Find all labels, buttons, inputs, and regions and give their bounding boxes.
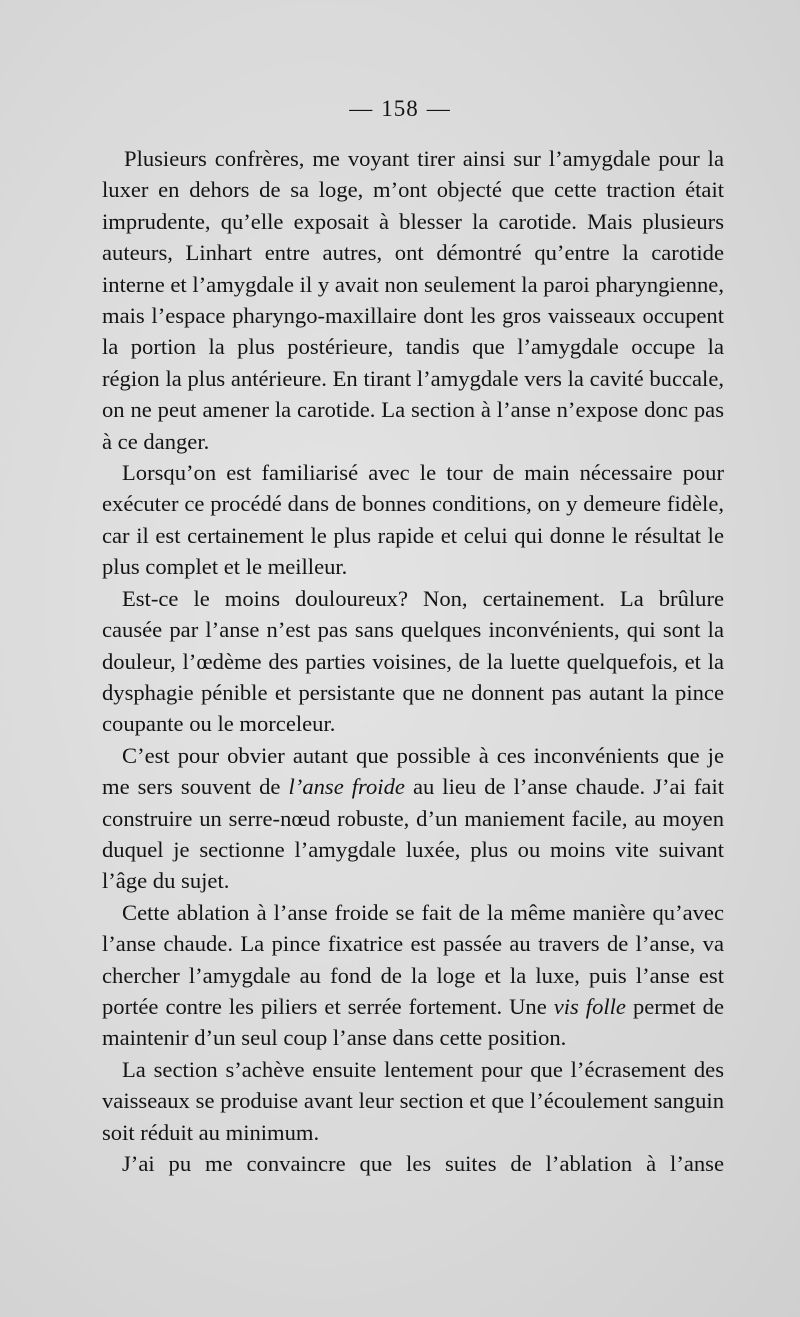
paragraph-cold-loop-procedure bbox=[102, 897, 724, 1054]
paragraph-cold-loop-before: C’est pour obvier autant que possible à ces inconvénients que je me sers souvent de bbox=[102, 742, 724, 800]
paragraph-pain-question: Est-ce le moins douloureux? Non, certainement. La brûlure causée par l’anse n’est pas sans quelques inconvénients, qui sont la douleur, l’œdème des parties voisines, de la luette quelquefois, et la dysphagie pénible et persistante que ne donnent pas autant la pince coupante ou le morceleur. bbox=[102, 585, 724, 737]
paragraph-hot-loop-method: Lorsqu’on est familiarisé avec le tour de main nécessaire pour exécuter ce procédé dans de bonnes conditions, on y demeure fidèle, car il est certainement le plus rapide et celui qui donne le résultat le plus complet et le meilleur. bbox=[102, 460, 724, 580]
term-anse-froide: l’anse froide bbox=[288, 774, 405, 800]
page-number-value: 158 bbox=[381, 96, 419, 121]
term-vis-folle: vis folle bbox=[553, 993, 626, 1019]
paragraph-cold-loop bbox=[102, 740, 724, 897]
page-number-dash-left: — bbox=[349, 96, 374, 121]
paragraph-ablation-consequences: J’ai pu me convaincre que les suites de l’ablation à l’anse bbox=[122, 1151, 724, 1176]
paragraph-section-slow: La section s’achève ensuite lentement pour que l’écrasement des vaisseaux se produise avant leur section et que l’écoulement sanguin soit réduit au minimum. bbox=[102, 1056, 724, 1145]
page-number bbox=[0, 96, 800, 122]
paragraph-procedure-after: permet de maintenir d’un seul coup l’anse dans cette position. bbox=[102, 993, 724, 1051]
paragraph-carotid-risk: Plusieurs confrères, me voyant tirer ainsi sur l’amygdale pour la luxer en dehors de sa loge, m’ont objecté que cette traction était imprudente, qu’elle exposait à blesser la carotide. Mais plusieurs auteurs, Linhart entre autres, ont démontré qu’entre la carotide interne et l’amygdale il y avait non seulement la paroi pharyngienne, mais l’espace pharyngo-maxillaire dont les gros vaisseaux occupent la portion la plus postérieure, tandis que l’amygdale occupe la région la plus antérieure. En tirant l’amygdale vers la cavité buccale, on ne peut amener la carotide. La section à l’anse n’expose donc pas à ce danger. bbox=[102, 146, 724, 454]
paragraph-procedure-before: Cette ablation à l’anse froide se fait de la même manière qu’avec l’anse chaude. La pince fixatrice est passée au travers de l’anse, va chercher l’amygdale au fond de la loge et la luxe, puis l’anse est portée contre les piliers et serrée fortement. Une bbox=[102, 899, 724, 1019]
body-text bbox=[102, 143, 724, 1179]
paragraph-cold-loop-after: au lieu de l’anse chaude. J’ai fait construire un serre-nœud robuste, d’un maniement facile, au moyen duquel je sectionne l’amygdale luxée, plus ou moins vite suivant l’âge du sujet. bbox=[102, 774, 724, 894]
page-number-dash-right: — bbox=[426, 96, 451, 121]
